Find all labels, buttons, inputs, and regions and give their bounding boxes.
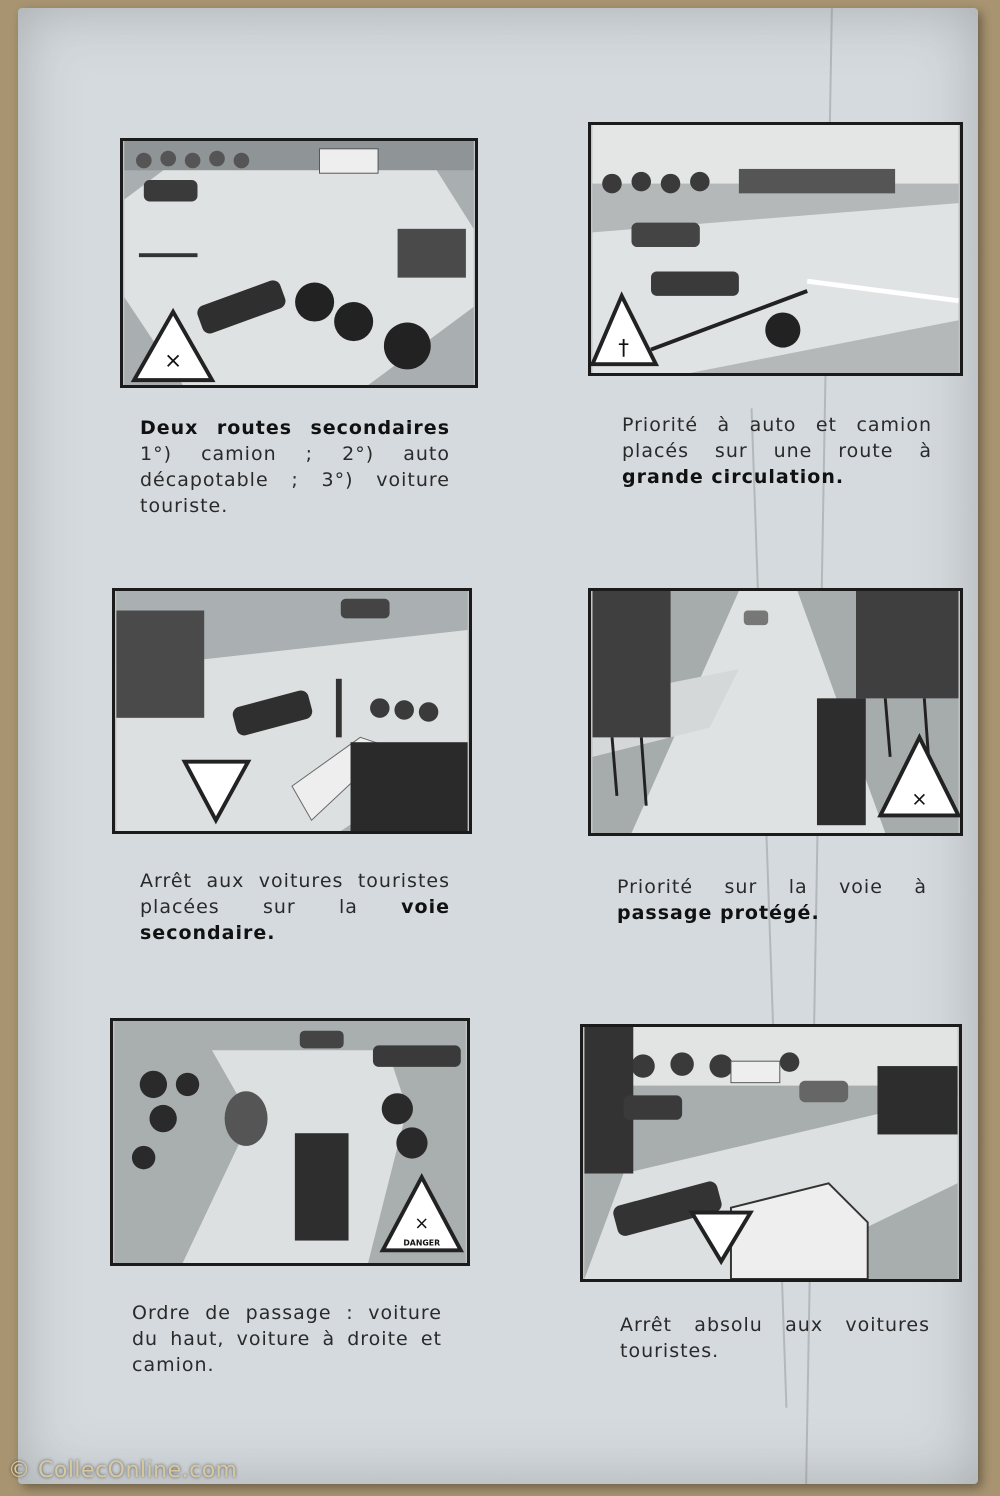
- illustration-panel-4: [588, 588, 963, 836]
- caption-2: [622, 412, 932, 490]
- illustration-panel-2: [588, 122, 963, 376]
- caption-2-text: Priorité à auto et camion placés sur une route à: [622, 414, 932, 462]
- crossroads-illustration-6: [583, 1027, 959, 1279]
- crossroads-illustration-5: [113, 1021, 467, 1263]
- sign-symbol: ×: [911, 787, 928, 811]
- caption-6: [620, 1312, 930, 1364]
- illustration-panel-6: [580, 1024, 962, 1282]
- caption-5: [132, 1300, 442, 1378]
- caption-2-bold: grande circulation.: [622, 466, 845, 488]
- sign-symbol: †: [618, 335, 630, 361]
- caption-4-text: Priorité sur la voie à: [617, 876, 927, 898]
- sign-symbol: ×: [164, 348, 183, 374]
- crossroads-illustration-2: [591, 125, 960, 373]
- crossroads-illustration-4: [591, 591, 960, 833]
- sign-label: DANGER: [403, 1238, 441, 1248]
- caption-1: [140, 415, 450, 519]
- caption-5-text: Ordre de passage : voiture du haut, voiture à droite et camion.: [132, 1302, 442, 1376]
- caption-3-bold: voie secondaire.: [140, 896, 450, 944]
- caption-3: [140, 868, 450, 946]
- caption-6-text: Arrêt absolu aux voitures touristes.: [620, 1314, 930, 1362]
- crossroads-illustration-1: [123, 141, 475, 385]
- illustration-panel-1: [120, 138, 478, 388]
- caption-4-bold: passage protégé.: [617, 902, 820, 924]
- illustration-panel-5: [110, 1018, 470, 1266]
- caption-3-text: Arrêt aux voitures touristes placées sur la: [140, 870, 450, 918]
- caption-4: [617, 874, 927, 926]
- watermark: © CollecOnline.com: [8, 1458, 238, 1483]
- caption-1-bold: Deux routes secondaires: [140, 417, 450, 439]
- illustration-panel-3: [112, 588, 472, 834]
- sign-symbol: ×: [414, 1213, 430, 1234]
- caption-1-text: 1°) camion ; 2°) auto décapotable ; 3°) voiture touriste.: [140, 443, 450, 517]
- crossroads-illustration-3: [115, 591, 469, 831]
